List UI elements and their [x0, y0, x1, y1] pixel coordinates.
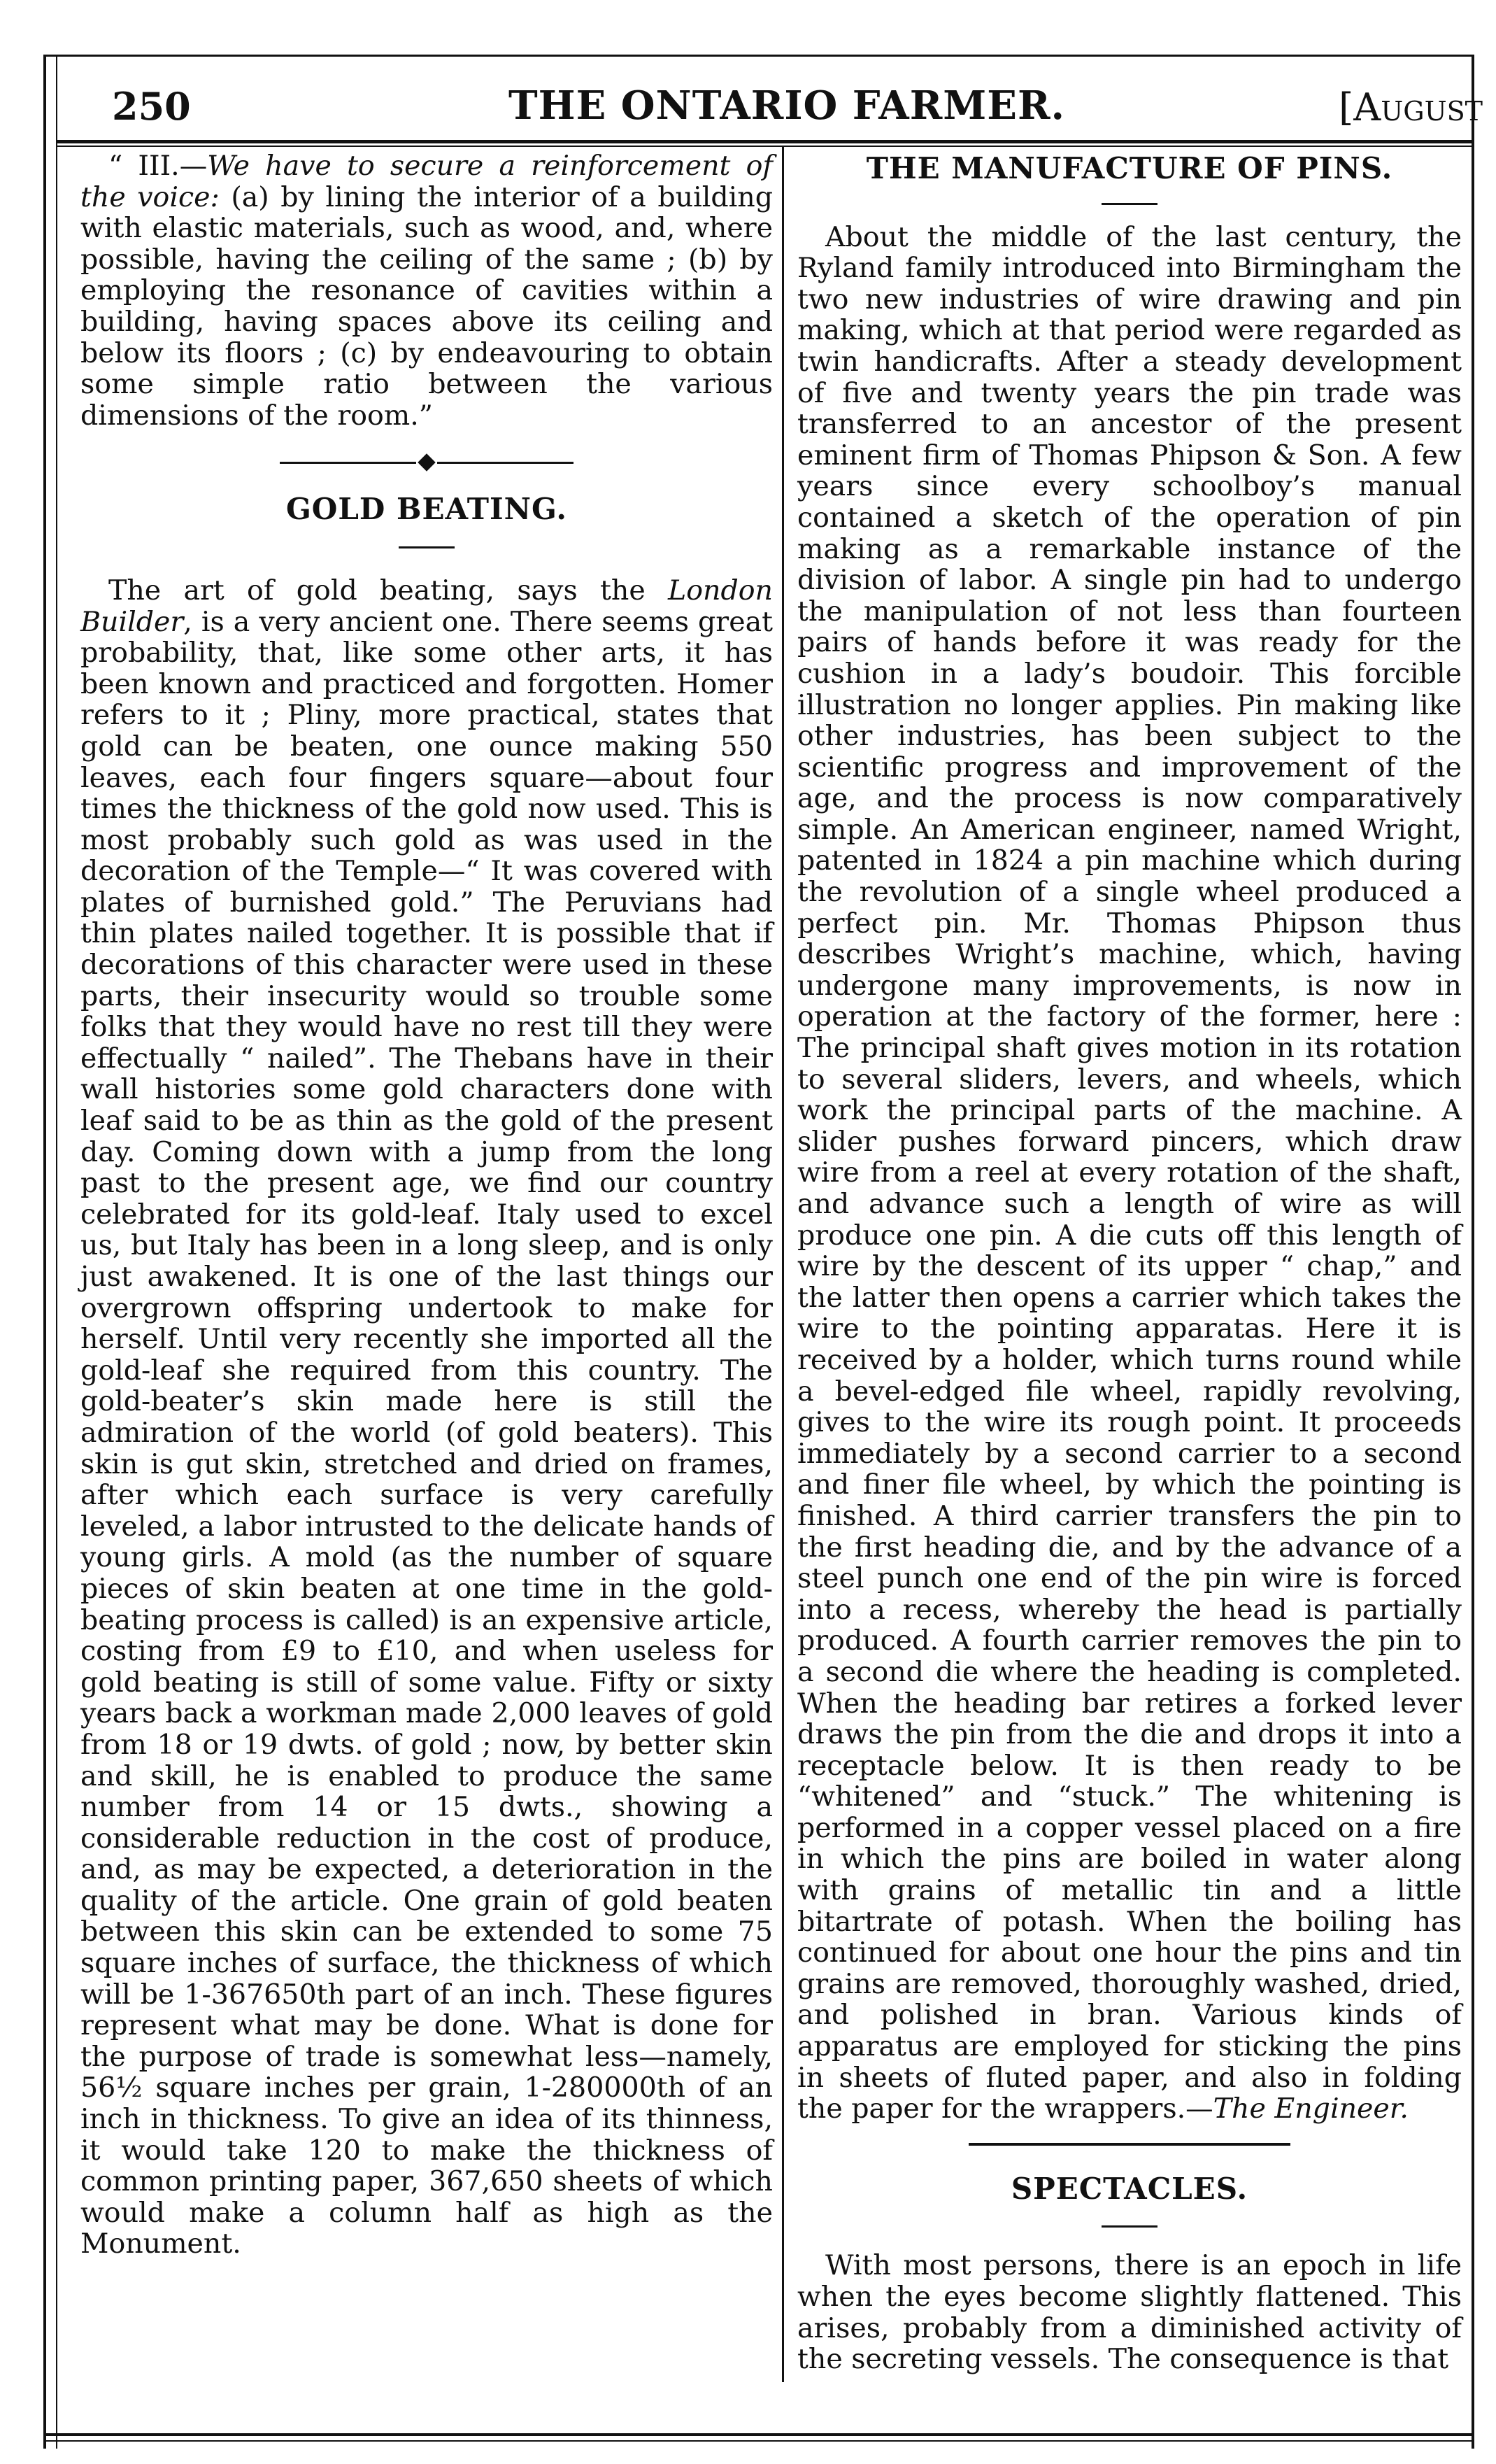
publication-title: THE ONTARIO FARMER. — [508, 83, 1065, 129]
column-divider — [782, 147, 784, 2382]
footer-rule — [43, 2433, 1474, 2436]
pins-article — [797, 222, 1462, 2125]
header-bottom-rule-2 — [56, 146, 1474, 147]
quote-label: “ III.— — [108, 150, 208, 182]
pins-article-source: The Engineer. — [1213, 2093, 1409, 2125]
spectacles-article-text: With most persons, there is an epoch in life when the eyes become slightly flattened. This arises, probably from a diminished activity of the secreting vessels. The consequence is that — [797, 2249, 1462, 2376]
gold-beating-heading: GOLD BEATING. — [285, 492, 568, 527]
gold-article-source: London Builder — [80, 574, 773, 638]
right-column — [797, 150, 1462, 2375]
spectacles-heading: SPECTACLES. — [1011, 2171, 1248, 2206]
page-number: 250 — [112, 84, 191, 129]
frame-left-rule — [43, 56, 46, 2449]
frame-right-rule — [1472, 56, 1474, 2449]
page-header — [91, 77, 1483, 140]
quote-italic: We have to secure a reinforcement of the voice: — [80, 150, 773, 213]
header-bottom-rule — [56, 140, 1474, 143]
gold-article-text-start: The art of gold beating, says the — [108, 574, 669, 607]
left-column — [80, 150, 773, 2260]
pins-heading: THE MANUFACTURE OF PINS. — [866, 151, 1393, 185]
quote-text: (a) by lining the interior of a building with elastic materials, such as wood, and, where possible, having the ceiling of the same ; (b) by employing the resonance of cavities within a building, having spaces above its ceiling and below its floors ; (c) by endeavouring to obtain some simple ratio between the various dimensions of the room.” — [80, 180, 773, 432]
spectacles-article — [797, 2250, 1462, 2374]
frame-top-rule — [43, 55, 1474, 57]
gold-article-text: , is a very ancient one. There seems great probability, that, like some other arts, it has been known and practiced and forgotten. Homer refers to it ; Pliny, more practical, states that gold can be beaten, one ounce making 550 leaves, each four fingers square—about four times the thickness of the gold now used. This is most probably such gold as was used in the decoration of the Temple—“ It was covered with plates of burnished gold.” The Peruvians had thin plates nailed together. It is possible that if decorations of this character were used in these parts, their insecurity would so trouble some folks that they would have no rest till they were effectually “ nailed”. The Thebans have in their wall histories some gold characters done with leaf said to be as thin as the gold of the present day. Coming down with a jump from the long past to the present age, we find our country celebrated for its gold-leaf. Italy used to excel us, but Italy has been in a long sleep, and is only just awakened. It is one of the last things our overgrown offspring undertook to make for herself. Until very recently she imported all the gold-leaf she required from this country. The gold-beater’s skin made here is still the admiration of the world (of gold beaters). This skin is gut skin, stretched and dried on frames, after which each surface is very carefully leveled, a labor intrusted to the delicate hands of young girls. A mold (as the number of square pieces of skin beaten at one time in the gold-beating process is called) is an expensive article, costing from £9 to £10, and when useless for gold beating is still of some value. Fifty or sixty years back a workman made 2,000 leaves of gold from 18 or 19 dwts. of gold ; now, by better skin and skill, he is enabled to produce the same number from 14 or 15 dwts., showing a considerable reduction in the cost of produce, and, as may be expected, a deterioration in the quality of the article. One grain of gold beaten between this skin can be extended to some 75 square inches of surface, the thickness of which will be 1-367650th part of an inch. These figures represent what may be done. What is done for the purpose of trade is somewhat less—namely, 56½ square inches per grain, 1-280000th of an inch in thickness. To give an idea of its thinness, it would take 120 to make the thickness of common printing paper, 367,650 sheets of which would make a column half as high as the Monument. — [80, 605, 773, 2260]
pins-article-text: About the middle of the last century, the Ryland family introduced into Birmingham the two new industries of wire drawing and pin making, which at that period were regarded as twin handicrafts. After a steady development of five and twenty years the pin trade was transferred to an ancestor of the present eminent firm of Thomas Phipson & Son. A few years since every schoolboy’s manual contained a sketch of the operation of pin making as a remarkable instance of the division of labor. A single pin had to undergo the manipulation of not less than fourteen pairs of hands before it was ready for the cushion in a lady’s boudoir. This forcible illustration no longer applies. Pin making like other industries, has been subject to the scientific progress and improvement of the age, and the process is now comparatively simple. An American engineer, named Wright, patented in 1824 a pin machine which during the revolution of a single wheel produced a perfect pin. Mr. Thomas Phipson thus describes Wright’s machine, which, having undergone many improvements, is now in operation at the factory of the former, here : The principal shaft gives motion in its rotation to several sliders, levers, and wheels, which work the principal parts of the machine. A slider pushes forward pincers, which draw wire from a reel at every rotation of the shaft, and advance such a length of wire as will produce one pin. A die cuts off this length of wire by the descent of its upper “ chap,” and the latter then opens a carrier which takes the wire to the pointing apparatas. Here it is received by a holder, which turns round while a bevel-edged file wheel, rapidly revolving, gives to the wire its rough point. It proceeds immediately by a second carrier to a second and finer file wheel, by which the pointing is finished. A third carrier transfers the pin to the first heading die, and by the advance of a steel punch one end of the pin wire is forced into a recess, whereby the head is partially produced. A fourth carrier removes the pin to a second die where the heading is completed. When the heading bar retires a forked lever draws the pin from the die and drops it into a receptacle below. It is then ready to be “whitened” and “stuck.” The whitening is performed in a copper vessel placed on a fire in which the pins are boiled in water along with grains of metallic tin and a little bitartrate of potash. When the boiling has continued for about one hour the pins and tin grains are removed, thoroughly washed, dried, and polished in bran. Various kinds of apparatus are employed for sticking the pins in sheets of fluted paper, and also in folding the paper for the wrappers.— — [797, 220, 1462, 2125]
frame-left-inner-rule — [56, 56, 57, 2449]
issue-month: [August — [1339, 85, 1483, 129]
footer-rule-2 — [43, 2440, 1474, 2442]
gold-beating-article — [80, 575, 773, 2260]
quote-paragraph — [80, 150, 773, 431]
section-ornament-divider — [80, 456, 773, 469]
